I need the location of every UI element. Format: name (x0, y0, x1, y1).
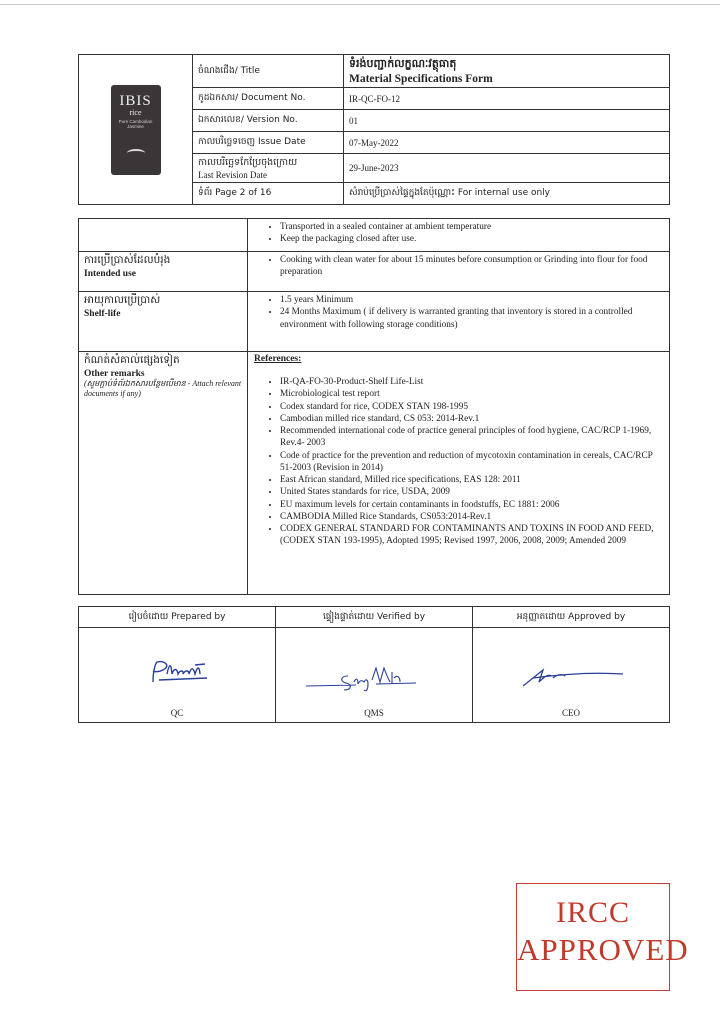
storage-cell (248, 219, 670, 252)
list-item: • Recommended international code of practice general principles of food hygiene, CAC/RCP 1-1969, Rev.4- 2003 (280, 425, 663, 450)
document-no-label: កូដឯកសារ/ Document No. (193, 88, 344, 110)
document-no-value: IR-QC-FO-12 (344, 88, 670, 110)
verified-by-signature-cell (276, 628, 473, 723)
approved-by-header: អនុញ្ញាតដោយ Approved by (473, 607, 670, 628)
list-item: • EU maximum levels for certain contaminants in foodstuffs, EC 1881: 2006 (280, 499, 663, 511)
qms-role: QMS (364, 708, 384, 718)
revision-date-value: 29-June-2023 (344, 154, 670, 183)
list-item: • Microbiological test report (280, 388, 663, 400)
list-item: • Cooking with clean water for about 15 minutes before consumption or Grinding into flour for food preparation (280, 254, 663, 279)
list-item: • 1.5 years Minimum (280, 294, 663, 306)
list-item: • Codex standard for rice, CODEX STAN 198-1995 (280, 401, 663, 413)
version-label: ឯកសារលេខ/ Version No. (193, 110, 344, 132)
prepared-by-signature-cell (79, 628, 276, 723)
list-item: • East African standard, Milled rice specifications, EAS 128: 2011 (280, 474, 663, 486)
list-item: • 24 Months Maximum ( if delivery is warranted granting that inventory is stored in a controlled environment with following storage conditions) (280, 306, 663, 331)
references-list (254, 376, 663, 548)
qms-signature (276, 652, 472, 692)
top-rule (0, 4, 720, 5)
intended-use-label-cell: ការប្រើប្រាស់ដែលបំរុង Intended use (79, 252, 248, 292)
list-item: • Code of practice for the prevention and reduction of mycotoxin contamination in cereals, CAC/RCP 51-2003 (Revision in 2014) (280, 450, 663, 475)
ceo-signature (473, 652, 669, 692)
list-item: • Cambodian milled rice standard, CS 053: 2014-Rev.1 (280, 413, 663, 425)
version-value: 01 (344, 110, 670, 132)
specification-table (78, 218, 670, 595)
document-header (78, 54, 670, 205)
references-heading: References: (254, 354, 302, 364)
issue-date-label: កាលបរិច្ឆេទចេញ Issue Date (193, 132, 344, 154)
issue-date-value: 07-May-2022 (344, 132, 670, 154)
ibis-rice-logo: IBIS rice Pure Cambodian Jasmine (111, 85, 161, 175)
logo-cell (79, 55, 193, 205)
list-item: • Keep the packaging closed after use. (280, 233, 663, 245)
shelf-life-label-cell: អាយុកាលប្រើប្រាស់ Shelf-life (79, 292, 248, 352)
approved-by-signature-cell (473, 628, 670, 723)
ceo-role: CEO (562, 708, 580, 718)
other-remarks-label-cell: កំណត់សំគាល់ផ្សេងទៀត Other remarks (សូមភ្ជាប់ទំព័រឯកសារបន្ថែមបើមាន - Attach relevant documents if any) (79, 352, 248, 595)
list-item: • IR-QA-FO-30-Product-Shelf Life-List (280, 376, 663, 388)
revision-date-label: កាលបរិច្ឆេទកែប្រែចុងក្រោយ Last Revision Date (193, 154, 344, 183)
shelf-life-cell (248, 292, 670, 352)
ibis-bird-icon (127, 149, 145, 157)
qc-signature (79, 652, 275, 692)
page-number: ទំព័រ Page 2 of 16 (193, 183, 344, 205)
list-item: • CAMBODIA Milled Rice Standards, CS053:2014-Rev.1 (280, 511, 663, 523)
verified-by-header: ផ្ទៀងផ្ទាត់ដោយ Verified by (276, 607, 473, 628)
list-item: • Transported in a sealed container at ambient temperature (280, 221, 663, 233)
title-label: ចំណងជើង/ Title (193, 55, 344, 88)
prepared-by-header: រៀបចំដោយ Prepared by (79, 607, 276, 628)
storage-label-cell (79, 219, 248, 252)
signature-table (78, 606, 670, 723)
list-item: • CODEX GENERAL STANDARD FOR CONTAMINANTS AND TOXINS IN FOOD AND FEED, (CODEX STAN 193-1995), Adopted 1995; Revised 1997, 2006, 2008, 2009; Amended 2009 (280, 523, 663, 548)
intended-use-cell (248, 252, 670, 292)
list-item: • United States standards for rice, USDA, 2009 (280, 486, 663, 498)
ircc-approved-stamp: IRCC APPROVED (516, 883, 670, 991)
internal-use-note: សំរាប់ប្រើប្រាស់ផ្ទៃក្នុងតែប៉ុណ្ណោះ For internal use only (344, 183, 670, 205)
references-cell (248, 352, 670, 595)
qc-role: QC (170, 708, 184, 718)
title-value: ទំរង់បញ្ជាក់លក្ខណៈវត្ថុធាតុ Material Specifications Form (344, 55, 670, 88)
